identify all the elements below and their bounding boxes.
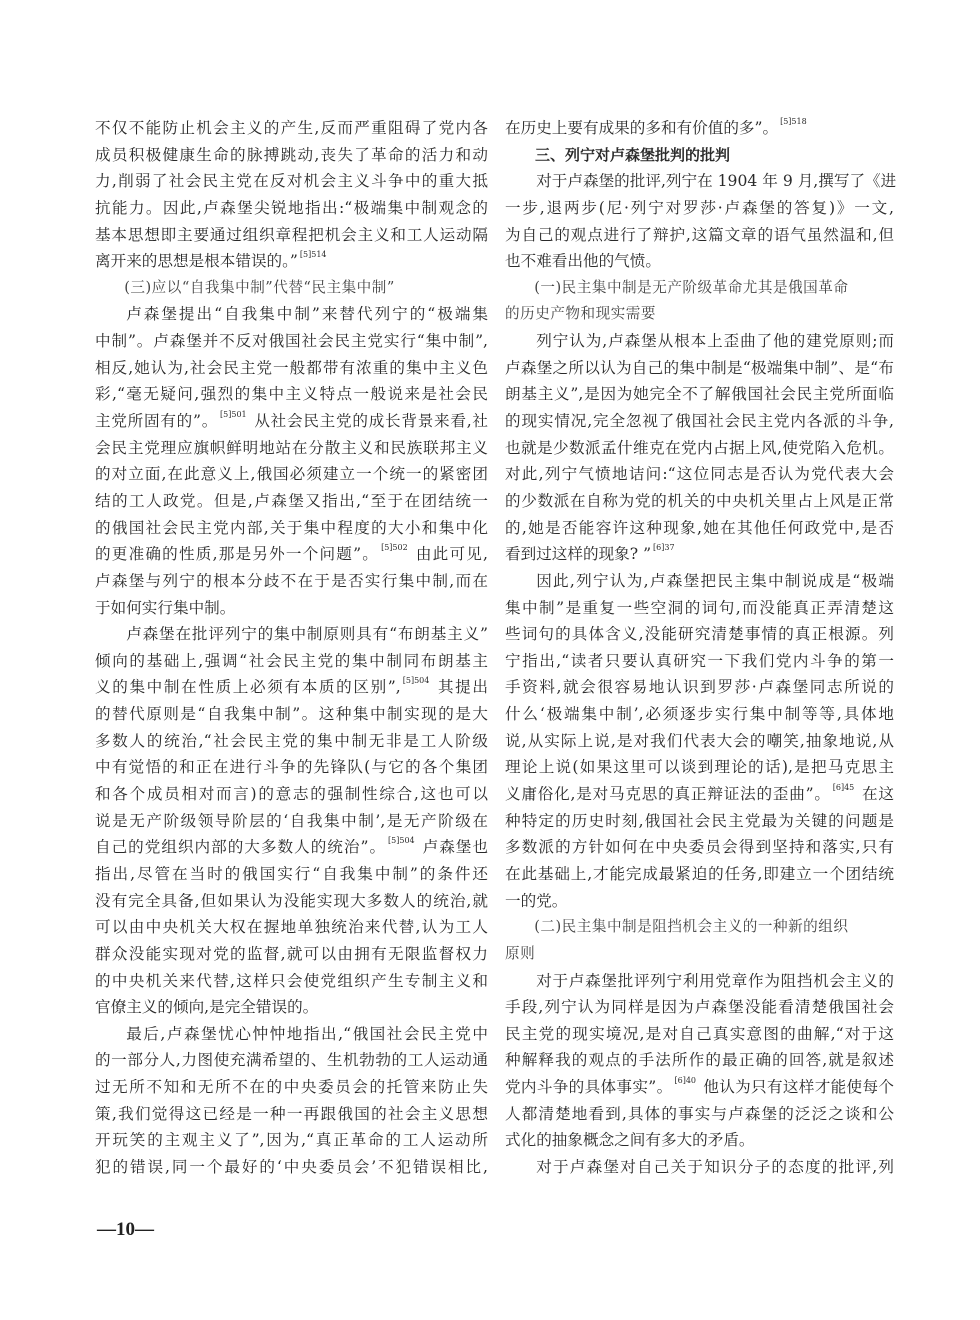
citation-reference: [5]514 (299, 250, 327, 260)
text-line (95, 142, 488, 169)
text-line (505, 355, 894, 382)
text-line (505, 168, 897, 195)
line-text-after-citation: 其提出 (431, 678, 488, 697)
subsection-heading-line (95, 275, 488, 302)
text-line (95, 728, 488, 755)
left-text-column (95, 115, 488, 1181)
line-text: 宁指出,“读者只要认真研究一下我们党内斗争的第一 (505, 651, 894, 670)
citation-reference: [6]37 (653, 543, 675, 553)
text-line (505, 381, 894, 408)
line-text: 中制”。卢森堡并不反对俄国社会民主党实行“集中制”, (95, 332, 488, 351)
text-line (95, 301, 488, 328)
line-text: 的现实情况,完全忽视了俄国社会民主党内各派的斗争, (505, 412, 894, 431)
line-text: 指出,尽管在当时的俄国实行“自我集中制”的条件还 (95, 864, 488, 883)
text-line (505, 195, 894, 222)
text-line (95, 168, 488, 195)
line-text: 的少数派在自称为党的机关的中央机关里占上风是正常 (505, 491, 894, 510)
text-line (95, 222, 488, 249)
text-line (505, 888, 894, 915)
text-line (505, 461, 894, 488)
text-line (95, 515, 488, 542)
right-text-column (505, 115, 897, 1181)
text-line (95, 888, 488, 915)
line-text: 相反,她认为,社会民主党一般都带有浓重的集中主义色 (95, 358, 488, 377)
line-text: 倾向的基础上,强调“社会民主党的集中制同布朗基主 (95, 651, 488, 670)
text-line (505, 1154, 894, 1181)
line-text: 种解释我的观点的手法所作的最正确的回答,就是叙述 (505, 1051, 894, 1070)
line-text: 于如何实行集中制。 (95, 598, 236, 617)
text-line (95, 328, 488, 355)
line-text: 离开来的思想是根本错误的。” (95, 252, 298, 271)
text-line (95, 408, 488, 435)
line-text: 理论上说(如果这里可以谈到理论的话),是把马克思主 (505, 758, 894, 777)
line-text-after-citation: 在这 (856, 785, 894, 804)
line-text: 手资料,就会很容易地认识到罗莎·卢森堡同志所说的 (505, 678, 894, 697)
line-text: 什么‘极端集中制’,必须逐步实行集中制等等,具体地 (505, 705, 894, 724)
line-text: 卢森堡提出“自我集中制”来替代列宁的“极端集 (126, 305, 488, 324)
text-line (505, 754, 894, 781)
line-text-after-citation: 卢森堡也 (416, 838, 488, 857)
line-text: 的历史产物和现实需要 (505, 305, 656, 323)
line-text: 力,削弱了社会民主党在反对机会主义斗争中的重大抵 (95, 172, 488, 191)
line-text: (一)民主集中制是无产阶级革命尤其是俄国革命 (534, 278, 849, 296)
line-text: 最后,卢森堡忧心忡忡地指出,“俄国社会民主党中 (126, 1024, 488, 1043)
text-line (95, 568, 488, 595)
line-text: 策,我们觉得这已经是一种一再跟俄国的社会主义思想 (95, 1104, 488, 1123)
line-text: 卢森堡在批评列宁的集中制原则具有“布朗基主义” (126, 625, 488, 644)
text-line (505, 115, 894, 142)
text-line (505, 408, 894, 435)
text-line (95, 781, 488, 808)
line-text: 一步,退两步(尼·列宁对罗莎·卢森堡的答复)》一文, (505, 198, 894, 217)
text-line (505, 994, 894, 1021)
text-line (95, 435, 488, 462)
line-text: 主党所固有的”。 (95, 412, 219, 431)
line-text: 党内斗争的具体事实”。 (505, 1078, 673, 1097)
text-line (95, 381, 488, 408)
line-text: 群众没能实现对党的监督,就可以由拥有无限监督权力 (95, 944, 488, 963)
line-text: 手段,列宁认为同样是因为卢森堡没能看清楚俄国社会 (505, 998, 894, 1017)
text-line (505, 808, 894, 835)
citation-reference: [5]501 (220, 410, 247, 420)
line-text: 式化的抽象概念之间有多大的矛盾。 (505, 1131, 755, 1150)
text-line (95, 461, 488, 488)
text-line (505, 648, 894, 675)
text-line (505, 568, 894, 595)
line-text: 义庸俗化,是对马克思的真正辩证法的歪曲”。 (505, 785, 831, 804)
text-line (95, 1021, 488, 1048)
line-text: 集中制”是重复一些空洞的词句,而没能真正弄清楚这 (505, 598, 894, 617)
subsection-heading-line (505, 275, 894, 302)
line-text: 因此,列宁认为,卢森堡把民主集中制说成是“极端 (536, 571, 894, 590)
text-line (95, 994, 488, 1021)
text-line (505, 595, 894, 622)
line-text: 些词句的具体含义,没能研究清楚事情的真正根源。列 (505, 625, 894, 644)
line-text: 过无所不知和无所不在的中央委员会的托管来防止失 (95, 1078, 488, 1097)
text-line (505, 1047, 894, 1074)
text-line (95, 834, 488, 861)
line-text: 官僚主义的倾向,是完全错误的。 (95, 998, 319, 1017)
text-line (95, 1154, 488, 1181)
line-text: (二)民主集中制是阻挡机会主义的一种新的组织 (534, 918, 849, 936)
page-number: —10— (97, 1219, 154, 1240)
line-text: 的一部分人,力图使充满希望的、生机勃勃的工人运动通 (95, 1051, 488, 1070)
text-line (95, 968, 488, 995)
line-text: 人都清楚地看到,具体的事实与卢森堡的泛泛之谈和公 (505, 1104, 894, 1123)
text-line (505, 674, 894, 701)
text-line (505, 222, 894, 249)
line-text: 的替代原则是“自我集中制”。这种集中制实现的是大 (95, 705, 488, 724)
text-line (505, 248, 894, 275)
text-line (505, 1074, 894, 1101)
line-text: (三)应以“自我集中制”代替“民主集中制” (124, 278, 395, 296)
line-text: 没有完全具备,但如果认为没能实现大多数人的统治,就 (95, 891, 488, 910)
text-line (505, 541, 894, 568)
line-text-after-citation: 他认为只有这样才能使每个 (698, 1078, 894, 1097)
text-line (95, 1127, 488, 1154)
text-line (505, 328, 894, 355)
line-text: 对于卢森堡批评列宁利用党章作为阻挡机会主义的 (536, 971, 894, 990)
text-line (505, 701, 894, 728)
text-line (505, 781, 894, 808)
subsection-heading-line (505, 301, 894, 328)
line-text: 基本思想即主要通过组织章程把机会主义和工人运动隔 (95, 225, 488, 244)
text-line (95, 248, 488, 275)
text-line (95, 648, 488, 675)
line-text: 可以由中央机关大权在握地单独统治来代替,认为工人 (95, 918, 488, 937)
citation-reference: [5]518 (780, 117, 807, 126)
line-text: 开玩笑的主观主义了”,因为,“真正革命的工人运动所 (95, 1131, 488, 1150)
text-line (95, 914, 488, 941)
text-line (95, 595, 488, 622)
line-text: 在历史上要有成果的多和有价值的多”。 (505, 119, 779, 137)
citation-reference: [6]40 (674, 1076, 696, 1086)
line-text: 卢森堡之所以认为自己的集中制是“极端集中制”、是“布 (505, 358, 894, 377)
text-line (95, 754, 488, 781)
text-line (505, 621, 894, 648)
line-text: 卢森堡与列宁的根本分歧不在于是否实行集中制,而在 (95, 571, 488, 590)
line-text: 在此基础上,才能完成最紧迫的任务,即建立一个团结统 (505, 864, 894, 883)
line-text: 成员积极健康生命的脉搏跳动,丧失了革命的活力和动 (95, 145, 488, 164)
text-line (95, 674, 488, 701)
line-text: 说是无产阶级领导阶层的‘自我集中制’,是无产阶级在 (95, 811, 488, 830)
line-text: 三、列宁对卢森堡批判的批判 (535, 145, 731, 164)
text-line (505, 968, 894, 995)
text-line (505, 515, 894, 542)
line-text-after-citation: 由此可见, (409, 545, 488, 564)
citation-reference: [5]502 (381, 543, 408, 553)
text-line (95, 861, 488, 888)
text-line (95, 808, 488, 835)
text-line (505, 1127, 894, 1154)
text-line (505, 861, 894, 888)
line-text: 不仅不能防止机会主义的产生,反而严重阻碍了党内各 (95, 119, 488, 137)
text-line (95, 541, 488, 568)
line-text: 自己的党组织内部的大多数人的统治”。 (95, 838, 387, 857)
line-text: 原则 (505, 944, 536, 962)
line-text: 的中央机关来代替,这样只会使党组织产生专制主义和 (95, 971, 488, 990)
citation-reference: [5]504 (402, 676, 430, 686)
text-line (95, 1074, 488, 1101)
line-text: 也不难看出他的气愤。 (505, 252, 661, 271)
text-line (505, 834, 894, 861)
line-text: 朗基主义”,是因为她完全不了解俄国社会民主党所面临 (505, 385, 894, 404)
citation-reference: [5]504 (388, 836, 415, 846)
line-text: 犯的错误,同一个最好的‘中央委员会’不犯错误相比, (95, 1157, 488, 1176)
line-text: 的更准确的性质,那是另外一个问题”。 (95, 545, 380, 564)
subsection-heading-line (505, 914, 894, 941)
line-text: 结的工人政党。但是,卢森堡又指出,“至于在团结统一 (95, 491, 488, 510)
line-text: 的,她是否能容许这种现象,她在其他任何政党中,是否 (505, 518, 894, 537)
line-text: 义的集中制在性质上必须有本质的区别”, (95, 678, 401, 697)
line-text: 中有觉悟的和正在进行斗争的先锋队(与它的各个集团 (95, 758, 488, 777)
line-text: 多数派的方针如何在中央委员会得到坚持和落实,只有 (505, 838, 894, 857)
line-text: 多数人的统治,“社会民主党的集中制无非是工人阶级 (95, 731, 488, 750)
text-line (505, 728, 894, 755)
text-line (95, 115, 488, 142)
text-line (95, 621, 488, 648)
text-line (95, 488, 488, 515)
line-text-after-citation: 从社会民主党的成长背景来看,社 (248, 412, 488, 431)
text-line (95, 1101, 488, 1128)
line-text: 的对立面,在此意义上,俄国必须建立一个统一的紧密团 (95, 465, 488, 484)
text-line (95, 355, 488, 382)
line-text: 和各个成员相对而言)的意志的强制性综合,这也可以 (95, 785, 488, 804)
line-text: 对此,列宁气愤地诘问:“这位同志是否认为党代表大会 (505, 465, 894, 484)
citation-reference: [6]45 (832, 783, 855, 793)
text-line (505, 488, 894, 515)
text-line (505, 1101, 894, 1128)
line-text: 也就是少数派孟什维克在党内占据上风,使党陷入危机。 (505, 438, 894, 457)
text-line (95, 941, 488, 968)
line-text: 彩,“毫无疑问,强烈的集中主义特点一般说来是社会民 (95, 385, 488, 404)
text-line (95, 701, 488, 728)
line-text: 说,从实际上说,是对我们代表大会的嘲笑,抽象地说,从 (505, 731, 894, 750)
text-line (95, 1047, 488, 1074)
line-text: 一的党。 (505, 891, 568, 910)
line-text: 的俄国社会民主党内部,关于集中程度的大小和集中化 (95, 518, 488, 537)
subsection-heading-line (505, 941, 894, 968)
line-text: 对于卢森堡的批评,列宁在 1904 年 9 月,撰写了《进 (536, 172, 897, 191)
line-text: 会民主党理应旗帜鲜明地站在分散主义和民族联邦主义 (95, 438, 488, 457)
line-text: 看到过这样的现象? ” (505, 545, 652, 564)
line-text: 对于卢森堡对自己关于知识分子的态度的批评,列 (536, 1157, 894, 1176)
line-text: 种特定的历史时刻,俄国社会民主党最为关键的问题是 (505, 811, 894, 830)
text-line (505, 1021, 894, 1048)
line-text: 民主党的现实境况,是对自己真实意图的曲解,“对于这 (505, 1024, 894, 1043)
line-text: 抗能力。因此,卢森堡尖锐地指出:“极端集中制观念的 (95, 198, 488, 217)
section-heading (505, 142, 894, 169)
text-line (505, 435, 894, 462)
text-line (95, 195, 488, 222)
line-text: 列宁认为,卢森堡从根本上歪曲了他的建党原则;而 (536, 332, 894, 351)
line-text: 为自己的观点进行了辩护,这篇文章的语气虽然温和,但 (505, 225, 894, 244)
